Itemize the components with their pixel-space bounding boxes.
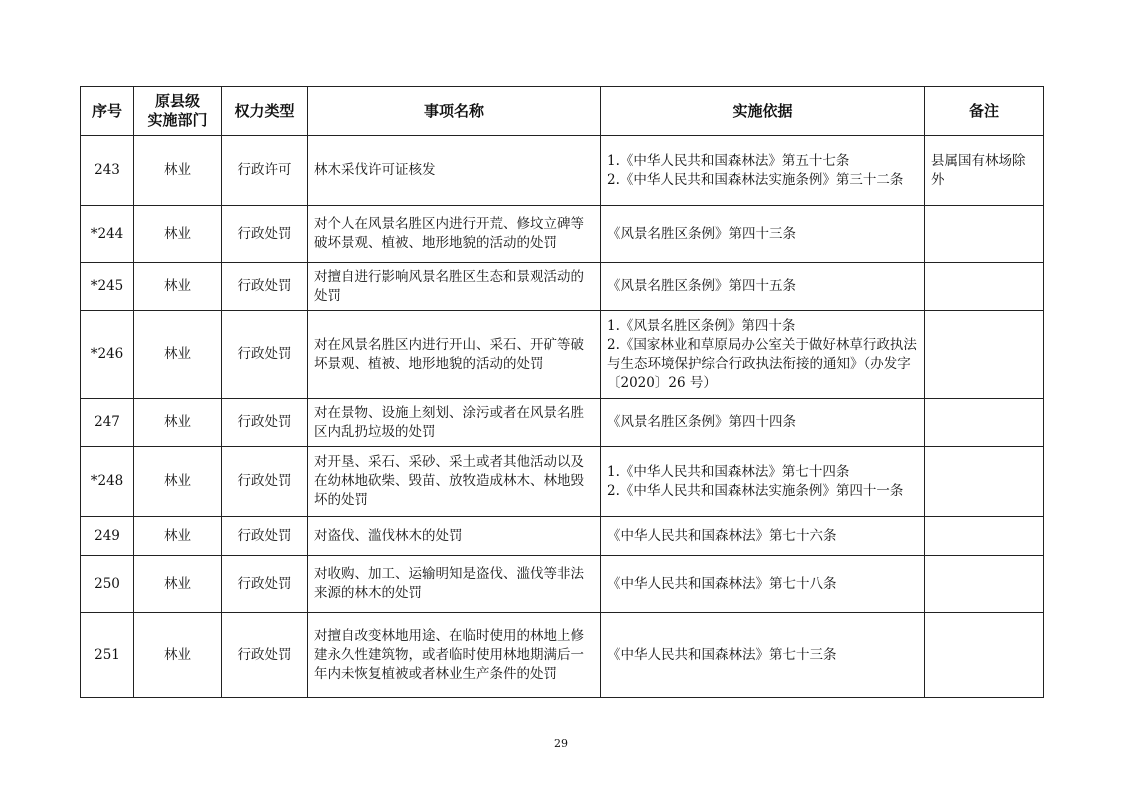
basis-line: 1.《中华人民共和国森林法》第五十七条 [607, 152, 850, 169]
cell-basis [601, 447, 925, 517]
cell-note [925, 613, 1044, 698]
power-list-table [80, 86, 1044, 698]
cell-dept: 林业 [134, 556, 222, 613]
cell-note [925, 206, 1044, 263]
cell-basis [601, 613, 925, 698]
header-basis: 实施依据 [601, 87, 925, 136]
table-row [81, 613, 1044, 698]
table-row [81, 206, 1044, 263]
header-dept-line1: 原县级 [154, 92, 200, 110]
cell-note [925, 447, 1044, 517]
cell-seq: *246 [81, 311, 134, 399]
cell-dept: 林业 [134, 136, 222, 206]
cell-type: 行政处罚 [222, 556, 308, 613]
cell-type: 行政处罚 [222, 399, 308, 447]
cell-basis [601, 136, 925, 206]
cell-dept: 林业 [134, 263, 222, 311]
header-name: 事项名称 [308, 87, 601, 136]
cell-type: 行政处罚 [222, 447, 308, 517]
header-note: 备注 [925, 87, 1044, 136]
cell-seq: *248 [81, 447, 134, 517]
cell-type: 行政处罚 [222, 311, 308, 399]
table-row [81, 263, 1044, 311]
cell-name: 林木采伐许可证核发 [308, 136, 601, 206]
cell-dept: 林业 [134, 311, 222, 399]
cell-dept: 林业 [134, 206, 222, 263]
cell-seq: 251 [81, 613, 134, 698]
cell-seq: *244 [81, 206, 134, 263]
basis-line: 《风景名胜区条例》第四十四条 [607, 414, 796, 430]
cell-dept: 林业 [134, 613, 222, 698]
cell-type: 行政处罚 [222, 263, 308, 311]
basis-line: 《风景名胜区条例》第四十五条 [607, 278, 796, 294]
header-row [81, 87, 1044, 136]
cell-name: 对擅自进行影响风景名胜区生态和景观活动的处罚 [308, 263, 601, 311]
cell-name: 对在景物、设施上刻划、涂污或者在风景名胜区内乱扔垃圾的处罚 [308, 399, 601, 447]
cell-name: 对擅自改变林地用途、在临时使用的林地上修建永久性建筑物，或者临时使用林地期满后一年内未恢复植被或者林业生产条件的处罚 [308, 613, 601, 698]
cell-note [925, 399, 1044, 447]
cell-seq: 250 [81, 556, 134, 613]
header-type: 权力类型 [222, 87, 308, 136]
header-dept-line2: 实施部门 [147, 111, 208, 129]
header-dept [134, 87, 222, 136]
basis-line: 1.《风景名胜区条例》第四十条 [607, 317, 796, 334]
cell-basis [601, 206, 925, 263]
cell-name: 对开垦、采石、采砂、采土或者其他活动以及在幼林地砍柴、毁苗、放牧造成林木、林地毁坏的处罚 [308, 447, 601, 517]
basis-line: 2.《国家林业和草原局办公室关于做好林草行政执法与生态环境保护综合行政执法衔接的通知》（办发字〔2020〕26 号） [607, 336, 917, 391]
cell-type: 行政处罚 [222, 206, 308, 263]
header-seq: 序号 [81, 87, 134, 136]
table-row [81, 517, 1044, 556]
cell-note: 县属国有林场除外 [925, 136, 1044, 206]
cell-note [925, 311, 1044, 399]
cell-basis [601, 311, 925, 399]
cell-dept: 林业 [134, 517, 222, 556]
cell-seq: 249 [81, 517, 134, 556]
cell-note [925, 517, 1044, 556]
cell-dept: 林业 [134, 447, 222, 517]
cell-note [925, 556, 1044, 613]
cell-name: 对个人在风景名胜区内进行开荒、修坟立碑等破坏景观、植被、地形地貌的活动的处罚 [308, 206, 601, 263]
cell-name: 对盗伐、滥伐林木的处罚 [308, 517, 601, 556]
table-row [81, 311, 1044, 399]
cell-seq: 247 [81, 399, 134, 447]
cell-type: 行政许可 [222, 136, 308, 206]
table-row [81, 136, 1044, 206]
basis-line: 《中华人民共和国森林法》第七十三条 [607, 646, 837, 663]
table-body [81, 136, 1044, 698]
basis-line: 《中华人民共和国森林法》第七十八条 [607, 575, 837, 592]
cell-seq: *245 [81, 263, 134, 311]
cell-name: 对在风景名胜区内进行开山、采石、开矿等破坏景观、植被、地形地貌的活动的处罚 [308, 311, 601, 399]
table-row [81, 556, 1044, 613]
cell-name: 对收购、加工、运输明知是盗伐、滥伐等非法来源的林木的处罚 [308, 556, 601, 613]
cell-dept: 林业 [134, 399, 222, 447]
cell-basis [601, 399, 925, 447]
basis-line: 2.《中华人民共和国森林法实施条例》第四十一条 [607, 482, 904, 499]
basis-line: 1.《中华人民共和国森林法》第七十四条 [607, 463, 850, 480]
cell-basis [601, 556, 925, 613]
basis-line: 2.《中华人民共和国森林法实施条例》第三十二条 [607, 171, 904, 188]
table-row [81, 447, 1044, 517]
page-number: 29 [554, 737, 568, 750]
cell-note [925, 263, 1044, 311]
cell-seq: 243 [81, 136, 134, 206]
cell-basis [601, 263, 925, 311]
cell-type: 行政处罚 [222, 517, 308, 556]
cell-basis [601, 517, 925, 556]
basis-line: 《风景名胜区条例》第四十三条 [607, 225, 796, 242]
cell-type: 行政处罚 [222, 613, 308, 698]
table-row [81, 399, 1044, 447]
basis-line: 《中华人民共和国森林法》第七十六条 [607, 527, 837, 544]
